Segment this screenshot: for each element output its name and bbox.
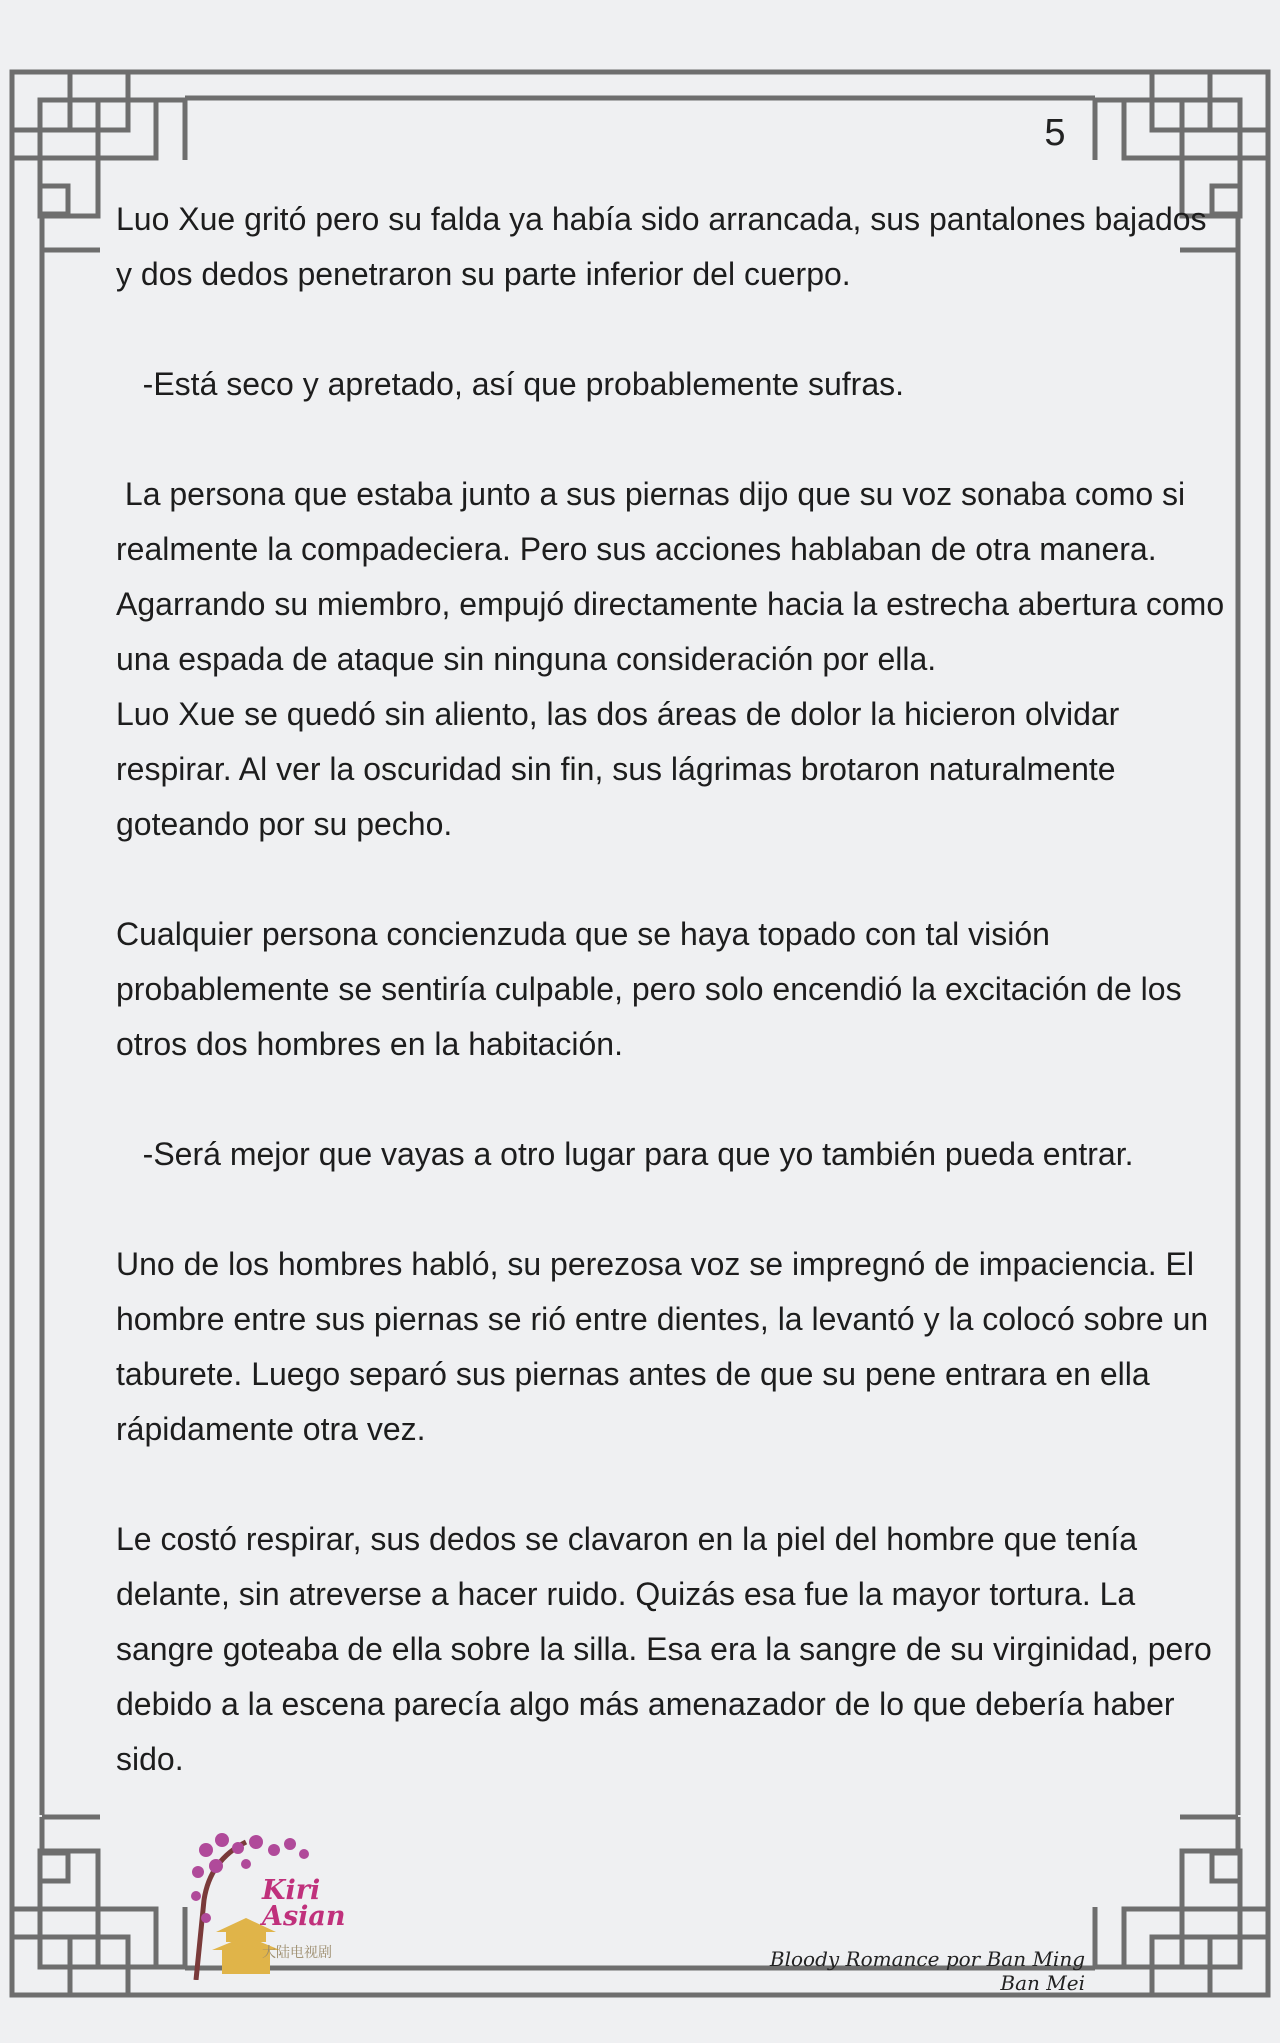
paragraph: Agarrando su miembro, empujó directamente hacia la estrecha abertura como una espada de ataque sin ninguna consideración por ella. (116, 586, 1234, 677)
book-credit: Bloody Romance por Ban Ming Ban Mei (769, 1947, 1085, 1995)
paragraph: Cualquier persona concienzuda que se haya topado con tal visión probablemente se sentiría culpable, pero solo encendió la excitación de los otros dos hombres en la habitación. (116, 916, 1191, 1062)
paragraph: Luo Xue gritó pero su falda ya había sido arrancada, sus pantalones bajados y dos dedos penetraron su parte inferior del cuerpo. (116, 201, 1216, 292)
paragraph-gap (116, 412, 1228, 467)
logo-subtitle: 大陆电视剧 (262, 1944, 332, 1960)
paragraph: -Está seco y apretado, así que probablemente sufras. (116, 366, 904, 402)
paragraph: Luo Xue se quedó sin aliento, las dos áreas de dolor la hicieron olvidar respirar. Al ver la oscuridad sin fin, sus lágrimas brotaron naturalmente goteando por su pecho. (116, 696, 1129, 842)
document-body (116, 192, 1234, 1787)
paragraph: La persona que estaba junto a sus piernas dijo que su voz sonaba como si realmente la compadeciera. Pero sus acciones hablaban de otra manera. (116, 476, 1195, 567)
paragraph-gap (116, 1457, 1228, 1512)
paragraph: -Será mejor que vayas a otro lugar para que yo también pueda entrar. (116, 1136, 1134, 1172)
paragraph: Le costó respirar, sus dedos se clavaron en la piel del hombre que tenía delante, sin atreverse a hacer ruido. Quizás esa fue la mayor tortura. La sangre goteaba de ella sobre la silla. Esa era la sangre de su virginidad, pero debido a la escena parecía algo más amenazador de lo que debería haber sido. (116, 1521, 1221, 1777)
paragraph-gap (116, 1072, 1228, 1127)
paragraph: Uno de los hombres habló, su perezosa voz se impregnó de impaciencia. El hombre entre sus piernas se rió entre dientes, la levantó y la colocó sobre un taburete. Luego separó sus piernas antes de que su pene entrara en ella rápidamente otra vez. (116, 1246, 1218, 1447)
paragraph-gap (116, 1182, 1228, 1237)
logo-wordmark: Kiri Asian (262, 1875, 346, 1932)
paragraph-gap (116, 852, 1228, 907)
paragraph-gap (116, 302, 1228, 357)
page-number: 5 (1044, 112, 1066, 154)
